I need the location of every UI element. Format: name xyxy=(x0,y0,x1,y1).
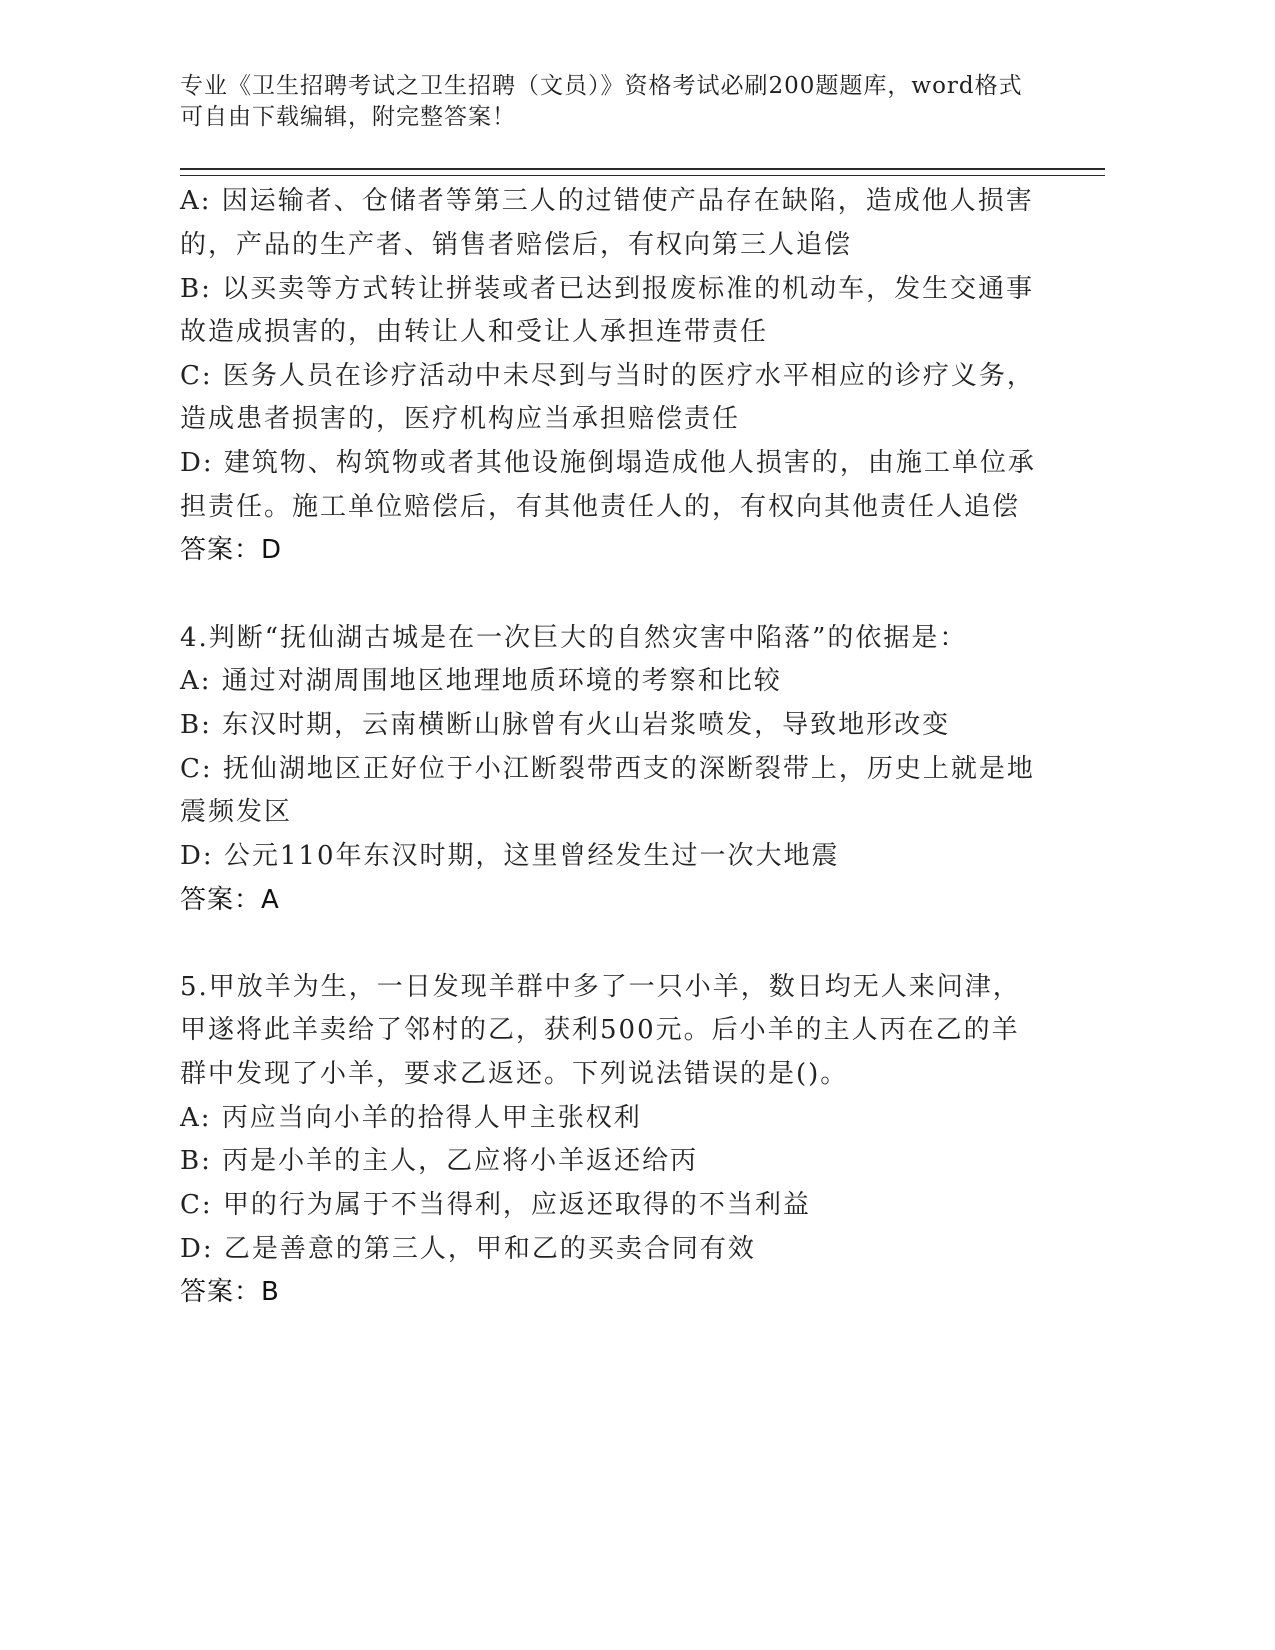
q3-option-d-line-1: D: 建筑物、构筑物或者其他设施倒塌造成他人损害的，由施工单位承 xyxy=(180,448,1036,478)
q4-option-a: A: 通过对湖周围地区地理地质环境的考察和比较 xyxy=(180,666,782,696)
q5-answer: 答案：B xyxy=(180,1277,280,1307)
q4-option-b: B: 东汉时期，云南横断山脉曾有火山岩浆喷发，导致地形改变 xyxy=(180,710,951,740)
q5-question-line-2: 甲遂将此羊卖给了邻村的乙，获利500元。后小羊的主人丙在乙的羊 xyxy=(180,1015,1020,1045)
q3-option-a-line-1: A: 因运输者、仓储者等第三人的过错使产品存在缺陷，造成他人损害 xyxy=(180,186,1034,216)
q5-option-b: B: 丙是小羊的主人，乙应将小羊返还给丙 xyxy=(180,1146,699,1176)
header-rule-thin xyxy=(180,175,1105,176)
q3-option-b-line-1: B: 以买卖等方式转让拼装或者已达到报废标准的机动车，发生交通事 xyxy=(180,274,1035,304)
q5-option-c: C: 甲的行为属于不当得利，应返还取得的不当利益 xyxy=(180,1190,811,1220)
q3-option-b-line-2: 故造成损害的，由转让人和受让人承担连带责任 xyxy=(180,317,769,347)
q3-option-c-line-1: C: 医务人员在诊疗活动中未尽到与当时的医疗水平相应的诊疗义务， xyxy=(180,361,1035,391)
q5-option-d: D: 乙是善意的第三人，甲和乙的买卖合同有效 xyxy=(180,1234,756,1264)
document-header xyxy=(180,71,1060,133)
q5-question-line-3: 群中发现了小羊，要求乙返还。下列说法错误的是()。 xyxy=(180,1059,849,1089)
q4-answer: 答案：A xyxy=(180,885,280,915)
header-rule-thick xyxy=(180,168,1105,170)
q5-option-a: A: 丙应当向小羊的拾得人甲主张权利 xyxy=(180,1103,642,1133)
q4-option-c-line-2: 震频发区 xyxy=(180,797,293,827)
q3-answer: 答案：D xyxy=(180,535,283,565)
q3-option-a-line-2: 的，产品的生产者、销售者赔偿后，有权向第三人追偿 xyxy=(180,230,853,260)
q4-option-c-line-1: C: 抚仙湖地区正好位于小江断裂带西支的深断裂带上，历史上就是地 xyxy=(180,754,1035,784)
q3-option-c-line-2: 造成患者损害的，医疗机构应当承担赔偿责任 xyxy=(180,404,741,434)
q4-question: 4.判断“抚仙湖古城是在一次巨大的自然灾害中陷落”的依据是： xyxy=(180,623,968,653)
header-line-2: 可自由下载编辑，附完整答案！ xyxy=(180,104,516,130)
q4-option-d: D: 公元110年东汉时期，这里曾经发生过一次大地震 xyxy=(180,841,840,871)
q3-option-d-line-2: 担责任。施工单位赔偿后，有其他责任人的，有权向其他责任人追偿 xyxy=(180,492,1021,522)
header-line-1: 专业《卫生招聘考试之卫生招聘（文员）》资格考试必刷200题题库，word格式 xyxy=(180,73,1023,99)
q5-question-line-1: 5.甲放羊为生，一日发现羊群中多了一只小羊，数日均无人来问津， xyxy=(180,972,1021,1002)
